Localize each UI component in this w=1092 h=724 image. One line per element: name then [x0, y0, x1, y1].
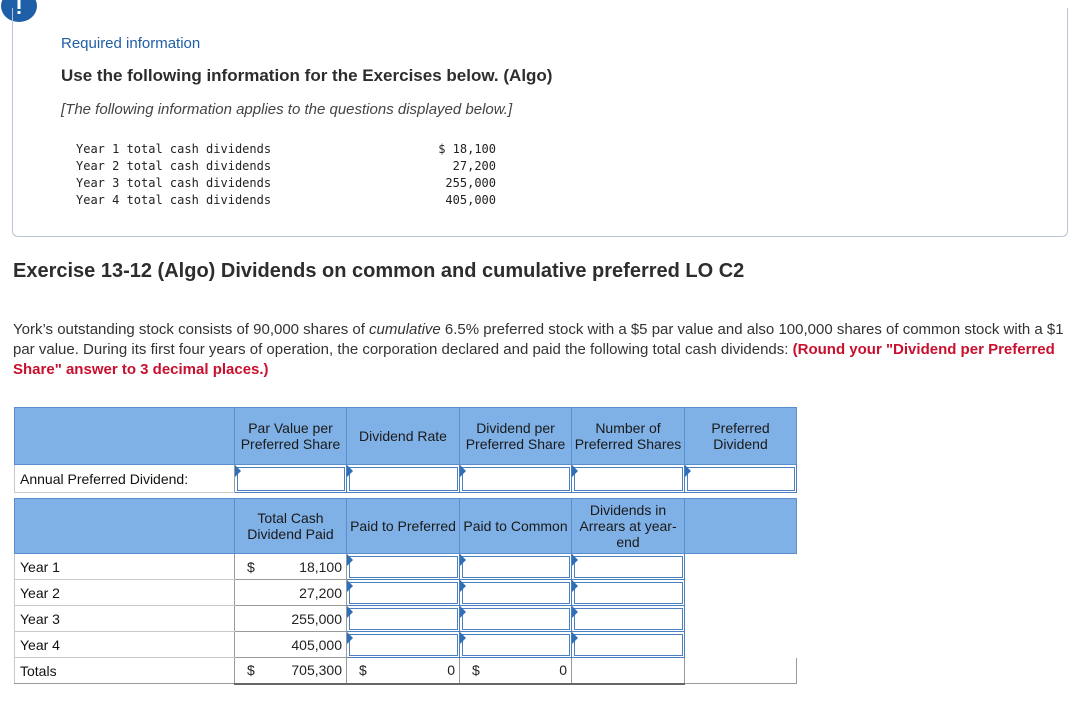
instructions-heading: Use the following information for the Exercises below. (Algo)	[61, 66, 553, 85]
table-row: Year 3 255,000	[15, 606, 797, 632]
number-of-shares-input[interactable]	[572, 465, 685, 493]
exercise-title: Exercise 13-12 (Algo) Dividends on common and cumulative preferred LO C2	[13, 260, 745, 282]
applies-note: [The following information applies to the questions displayed below.]	[61, 101, 513, 118]
totals-row: Totals $ 705,300 $ 0 $ 0	[15, 658, 797, 684]
col-number-of-shares: Number of Preferred Shares	[572, 408, 685, 465]
par-value-input[interactable]	[235, 465, 347, 493]
col-total-cash: Total Cash Dividend Paid	[235, 499, 347, 554]
list-item: Year 4 total cash dividends 405,000	[76, 193, 496, 207]
paid-common-year-4-input[interactable]	[460, 632, 572, 658]
col-paid-preferred: Paid to Preferred	[347, 499, 460, 554]
paid-preferred-year-2-input[interactable]	[347, 580, 460, 606]
paid-common-year-1-input[interactable]	[460, 554, 572, 580]
paid-common-year-3-input[interactable]	[460, 606, 572, 632]
annual-preferred-dividend-label: Annual Preferred Dividend:	[15, 465, 235, 493]
rounding-instruction: (Round your "Dividend per Preferred Share" answer to 3 decimal places.)	[13, 341, 1055, 378]
paid-preferred-year-3-input[interactable]	[347, 606, 460, 632]
arrears-year-4-input[interactable]	[572, 632, 685, 658]
paid-preferred-total: $ 0	[347, 658, 460, 684]
paid-preferred-year-1-input[interactable]	[347, 554, 460, 580]
arrears-total	[572, 658, 685, 684]
total-cash-year-1: $ 18,100	[235, 554, 347, 580]
paid-common-year-2-input[interactable]	[460, 580, 572, 606]
list-item: Year 3 total cash dividends 255,000	[76, 176, 496, 190]
total-cash-year-4: 405,000	[235, 632, 347, 658]
col-paid-common: Paid to Common	[460, 499, 572, 554]
col-par-value: Par Value per Preferred Share	[235, 408, 347, 465]
paid-preferred-year-4-input[interactable]	[347, 632, 460, 658]
table-row: Year 1 $ 18,100	[15, 554, 797, 580]
table-header-blank-2	[15, 499, 235, 554]
total-cash-year-2: 27,200	[235, 580, 347, 606]
table-row: Year 2 27,200	[15, 580, 797, 606]
list-item: Year 2 total cash dividends 27,200	[76, 159, 496, 173]
paid-common-total: $ 0	[460, 658, 572, 684]
col-blank	[685, 499, 797, 554]
preferred-dividend-input[interactable]	[685, 465, 797, 493]
total-cash-total: $ 705,300	[235, 658, 347, 684]
exercise-description: York’s outstanding stock consists of 90,000 shares of cumulative 6.5% preferred stock with a $5 par value and also 100,000 shares of common stock with a $1 par value. During its first four years of operation, the corporation declared and paid the following total cash dividends: (Round your "Dividend per Preferred Share" answer to 3 decimal places.)	[13, 321, 1064, 378]
arrears-year-3-input[interactable]	[572, 606, 685, 632]
arrears-year-2-input[interactable]	[572, 580, 685, 606]
total-cash-year-3: 255,000	[235, 606, 347, 632]
list-item: Year 1 total cash dividends $ 18,100	[76, 142, 496, 156]
col-preferred-dividend: Preferred Dividend	[685, 408, 797, 465]
dividend-per-share-input[interactable]	[460, 465, 572, 493]
table-row: Year 4 405,000	[15, 632, 797, 658]
table-header-blank	[15, 408, 235, 465]
dividends-list	[76, 141, 496, 209]
col-dividend-per-share: Dividend per Preferred Share	[460, 408, 572, 465]
required-information-label: Required information	[61, 35, 201, 52]
dividend-rate-input[interactable]	[347, 465, 460, 493]
arrears-year-1-input[interactable]	[572, 554, 685, 580]
answer-table	[14, 407, 797, 685]
col-dividends-arrears: Dividends in Arrears at year-end	[572, 499, 685, 554]
col-dividend-rate: Dividend Rate	[347, 408, 460, 465]
